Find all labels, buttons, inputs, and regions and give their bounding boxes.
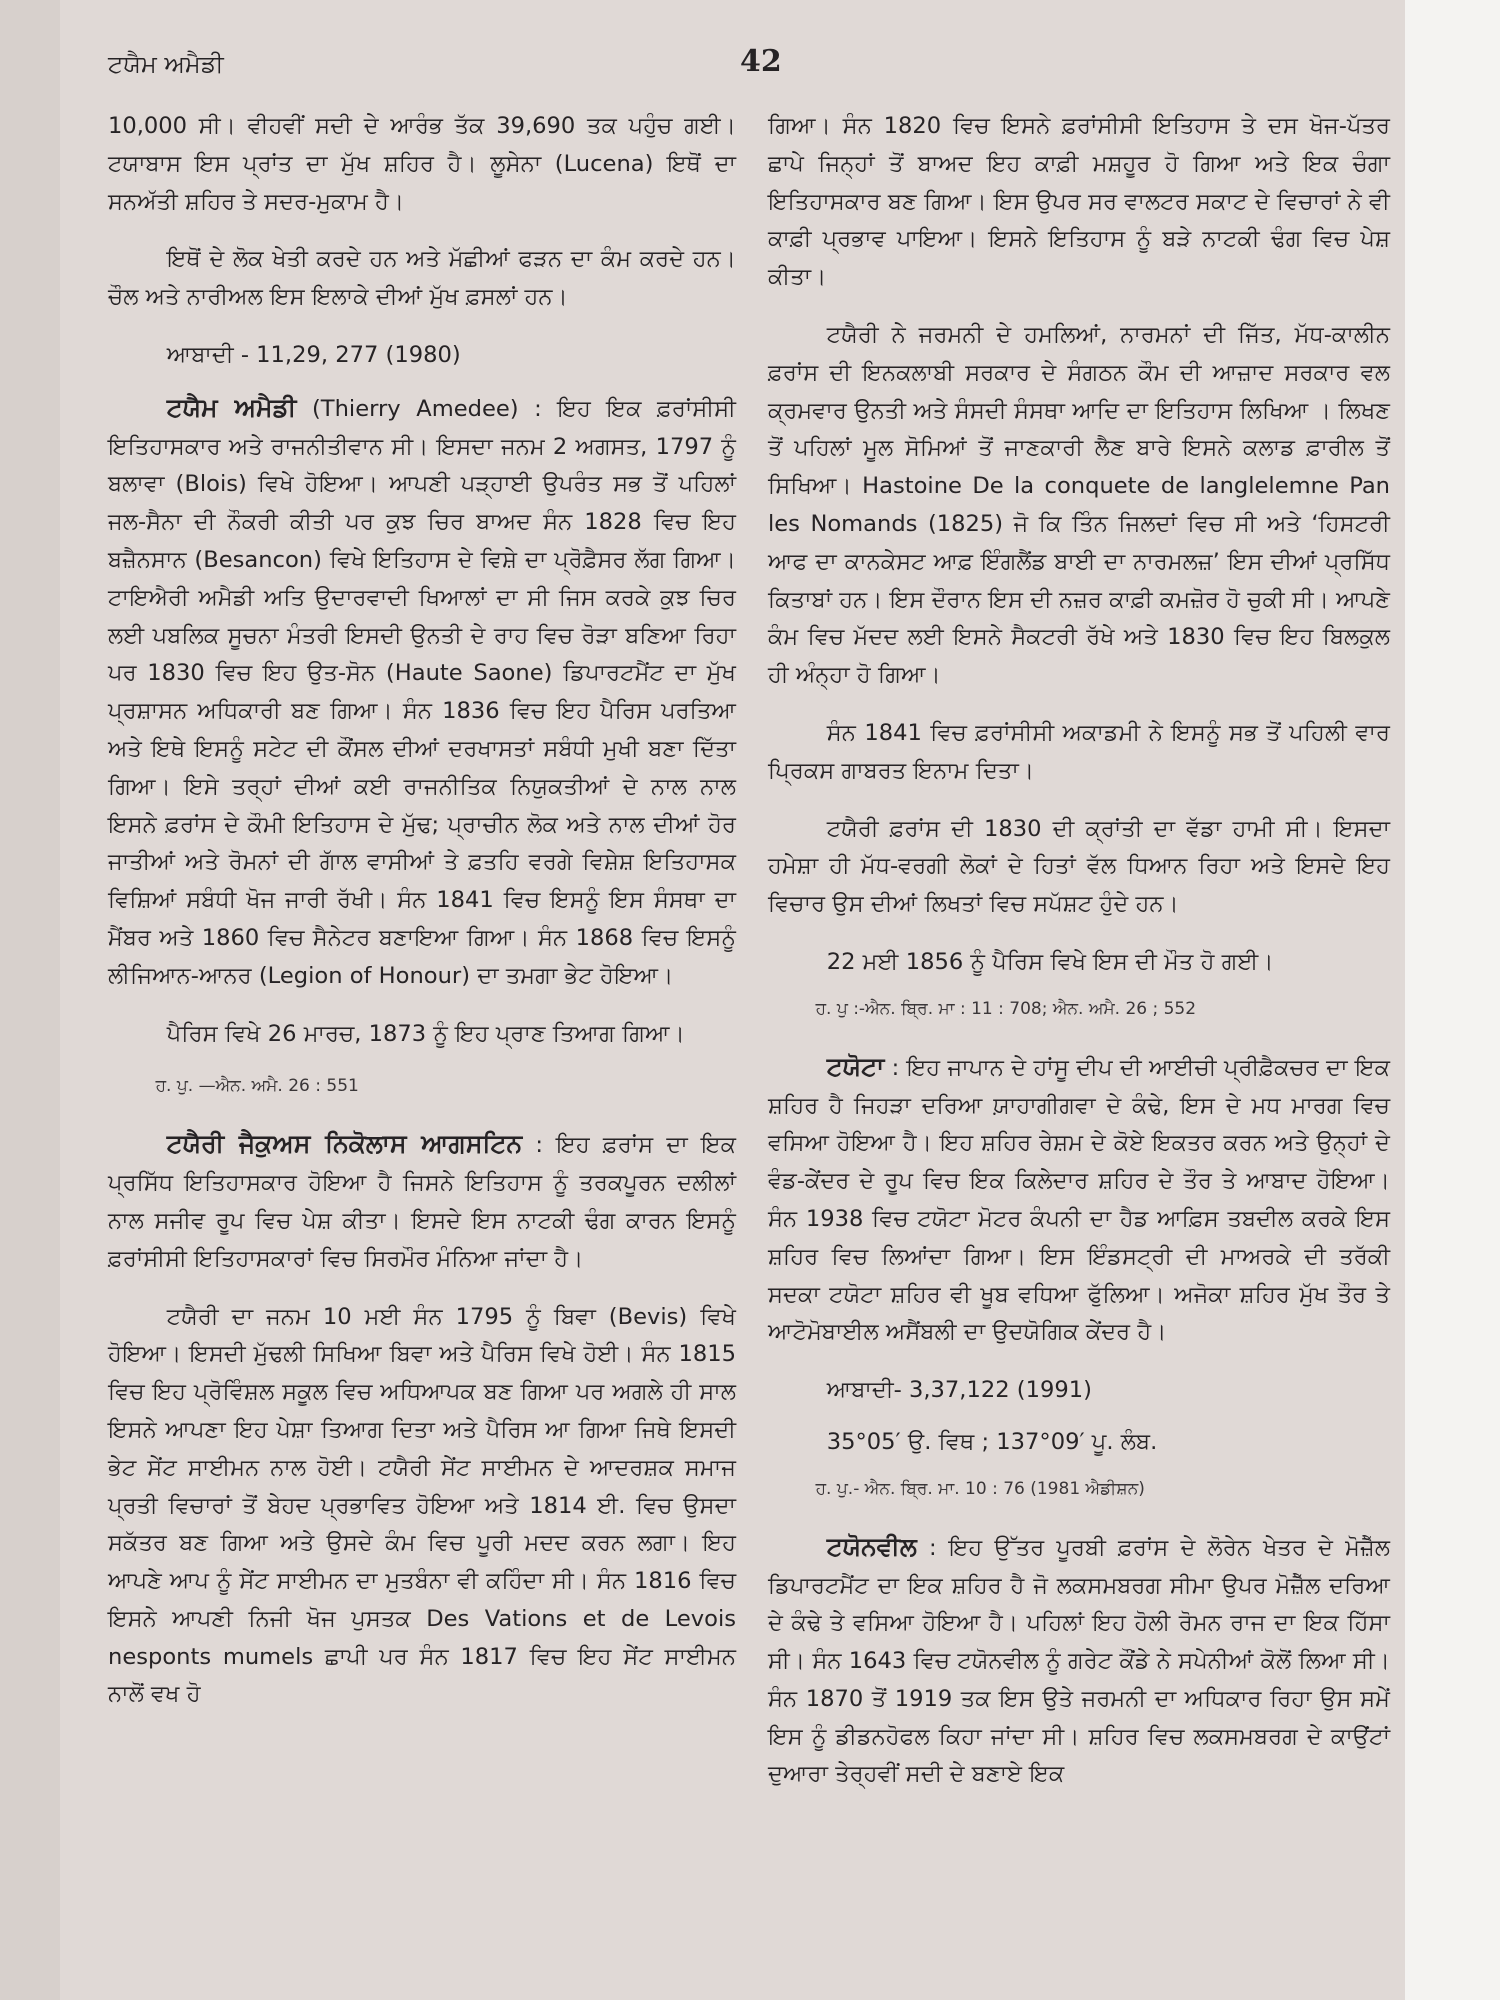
entry-headword: ਟਯੈਰੀ ਜੈਕੁਅਸ ਨਿਕੋਲਾਸ ਆਗਸਟਿਨ [166, 1129, 523, 1159]
running-head: ਟਯੈਮ ਅਮੈਡੀ [108, 50, 224, 78]
reference-line: ਹ. ਪੁ :-ਐਨ. ਬ੍ਰਿ. ਮਾ : 11 : 708; ਐਨ. ਅਮੈ. 26 ; 552 [815, 998, 1197, 1019]
paragraph: ਟਯੈਰੀ ਦਾ ਜਨਮ 10 ਮਈ ਸੰਨ 1795 ਨੂੰ ਬਿਵਾ (Bevis) ਵਿਖੇ ਹੋਇਆ। ਇਸਦੀ ਮੁੱਢਲੀ ਸਿਖਿਆ ਬਿਵਾ ਅਤੇ ਪੈਰਿਸ ਵਿਖੇ ਹੋਈ। ਸੰਨ 1815 ਵਿਚ ਇਹ ਪ੍ਰੋਵਿੰਸ਼ਲ ਸਕੂਲ ਵਿਚ ਅਧਿਆਪਕ ਬਣ ਗਿਆ ਪਰ ਅਗਲੇ ਹੀ ਸਾਲ ਇਸਨੇ ਆਪਣਾ ਇਹ ਪੇਸ਼ਾ ਤਿਆਗ ਦਿਤਾ ਅਤੇ ਪੈਰਿਸ ਆ ਗਿਆ ਜਿਥੇ ਇਸਦੀ ਭੇਟ ਸੇਂਟ ਸਾਈਮਨ ਨਾਲ ਹੋਈ। ਟਯੈਰੀ ਸੇਂਟ ਸਾਈਮਨ ਦੇ ਆਦਰਸ਼ਕ ਸਮਾਜ ਪ੍ਰਤੀ ਵਿਚਾਰਾਂ ਤੋਂ ਬੇਹਦ ਪ੍ਰਭਾਵਿਤ ਹੋਇਆ ਅਤੇ 1814 ਈ. ਵਿਚ ਉਸਦਾ ਸਕੱਤਰ ਬਣ ਗਿਆ ਅਤੇ ਉਸਦੇ ਕੰਮ ਵਿਚ ਪੂਰੀ ਮਦਦ ਕਰਨ ਲਗਾ। ਇਹ ਆਪਣੇ ਆਪ ਨੂੰ ਸੇਂਟ ਸਾਈਮਨ ਦਾ ਮੁਤਬੰਨਾ ਵੀ ਕਹਿੰਦਾ ਸੀ। ਸੰਨ 1816 ਵਿਚ ਇਸਨੇ ਆਪਣੀ ਨਿਜੀ ਖੋਜ ਪੁਸਤਕ Des Vations et de Levois nesponts mumels ਛਾਪੀ ਪਰ ਸੰਨ 1817 ਵਿਚ ਇਹ ਸੇਂਟ ਸਾਈਮਨ ਨਾਲੋਂ ਵਖ ਹੋ [108, 1303, 736, 1708]
reference-line: ਹ. ਪੁ.- ਐਨ. ਬ੍ਰਿ. ਮਾ. 10 : 76 (1981 ਐਡੀਸ਼ਨ) [815, 1478, 1145, 1499]
scan-margin [1405, 0, 1500, 2000]
entry-thierry-amedee [108, 389, 736, 996]
coordinates-line: 35°05′ ਉ. ਵਿਥ ; 137°09′ ਪੂ. ਲੰਬ. [826, 1428, 1158, 1455]
entry-headword: ਟਯੈਮ ਅਮੈਡੀ [166, 392, 297, 422]
left-column [108, 108, 736, 1734]
paragraph: ਇਥੋਂ ਦੇ ਲੋਕ ਖੇਤੀ ਕਰਦੇ ਹਨ ਅਤੇ ਮੱਛੀਆਂ ਫੜਨ ਦਾ ਕੰਮ ਕਰਦੇ ਹਨ। ਚੌਲ ਅਤੇ ਨਾਰੀਅਲ ਇਸ ਇਲਾਕੇ ਦੀਆਂ ਮੁੱਖ ਫ਼ਸਲਾਂ ਹਨ। [108, 246, 736, 311]
entry-headword: ਟਯੋਨਵੀਲ [826, 1531, 917, 1561]
entry-thierry-augustin [108, 1125, 736, 1278]
population-line: ਆਬਾਦੀ - 11,29, 277 (1980) [166, 341, 461, 368]
population-line: ਆਬਾਦੀ- 3,37,122 (1991) [826, 1377, 1092, 1404]
entry-toyota [768, 1048, 1390, 1352]
continued-paragraph: 10,000 ਸੀ। ਵੀਹਵੀਂ ਸਦੀ ਦੇ ਆਰੰਭ ਤੱਕ 39,690 ਤਕ ਪਹੁੰਚ ਗਈ। ਟਯਾਬਾਸ ਇਸ ਪ੍ਰਾਂਤ ਦਾ ਮੁੱਖ ਸ਼ਹਿਰ ਹੈ। ਲੂਸੇਨਾ (Lucena) ਇਥੋਂ ਦਾ ਸਨਅੱਤੀ ਸ਼ਹਿਰ ਤੇ ਸਦਰ-ਮੁਕਾਮ ਹੈ। [108, 113, 736, 215]
entry-text: : ਇਹ ਉੱਤਰ ਪੂਰਬੀ ਫ਼ਰਾਂਸ ਦੇ ਲੋਰੇਨ ਖੇਤਰ ਦੇ ਮੋਜ਼ੈੱਲ ਡਿਪਾਰਟਮੈਂਟ ਦਾ ਇਕ ਸ਼ਹਿਰ ਹੈ ਜੋ ਲਕਸਮਬਰਗ ਸੀਮਾ ਉਪਰ ਮੋਜ਼ੈੱਲ ਦਰਿਆ ਦੇ ਕੰਢੇ ਤੇ ਵਸਿਆ ਹੋਇਆ ਹੈ। ਪਹਿਲਾਂ ਇਹ ਹੋਲੀ ਰੋਮਨ ਰਾਜ ਦਾ ਇਕ ਹਿੱਸਾ ਸੀ। ਸੰਨ 1643 ਵਿਚ ਟਯੋਨਵੀਲ ਨੂੰ ਗਰੇਟ ਕੌਂਡੇ ਨੇ ਸਪੇਨੀਆਂ ਕੋਲੋਂ ਲਿਆ ਸੀ। ਸੰਨ 1870 ਤੋਂ 1919 ਤਕ ਇਸ ਉਤੇ ਜਰਮਨੀ ਦਾ ਅਧਿਕਾਰ ਰਿਹਾ ਉਸ ਸਮੇਂ ਇਸ ਨੂੰ ਡੀਡਨਹੋਫਲ ਕਿਹਾ ਜਾਂਦਾ ਸੀ। ਸ਼ਹਿਰ ਵਿਚ ਲਕਸਮਬਰਗ ਦੇ ਕਾਉਂਟਾਂ ਦੁਆਰਾ ਤੇਰ੍ਹਵੀਂ ਸਦੀ ਦੇ ਬਣਾਏ ਇਕ [768, 1534, 1390, 1788]
continued-paragraph: ਗਿਆ। ਸੰਨ 1820 ਵਿਚ ਇਸਨੇ ਫ਼ਰਾਂਸੀਸੀ ਇਤਿਹਾਸ ਤੇ ਦਸ ਖੋਜ-ਪੱਤਰ ਛਾਪੇ ਜਿਨ੍ਹਾਂ ਤੋਂ ਬਾਅਦ ਇਹ ਕਾਫ਼ੀ ਮਸ਼ਹੂਰ ਹੋ ਗਿਆ ਅਤੇ ਇਕ ਚੰਗਾ ਇਤਿਹਾਸਕਾਰ ਬਣ ਗਿਆ। ਇਸ ਉਪਰ ਸਰ ਵਾਲਟਰ ਸਕਾਟ ਦੇ ਵਿਚਾਰਾਂ ਨੇ ਵੀ ਕਾਫ਼ੀ ਪ੍ਰਭਾਵ ਪਾਇਆ। ਇਸਨੇ ਇਤਿਹਾਸ ਨੂੰ ਬੜੇ ਨਾਟਕੀ ਢੰਗ ਵਿਚ ਪੇਸ਼ ਕੀਤਾ। [768, 113, 1390, 291]
paragraph: ਟਯੈਰੀ ਫ਼ਰਾਂਸ ਦੀ 1830 ਦੀ ਕ੍ਰਾਂਤੀ ਦਾ ਵੱਡਾ ਹਾਮੀ ਸੀ। ਇਸਦਾ ਹਮੇਸ਼ਾ ਹੀ ਮੱਧ-ਵਰਗੀ ਲੋਕਾਂ ਦੇ ਹਿਤਾਂ ਵੱਲ ਧਿਆਨ ਰਿਹਾ ਅਤੇ ਇਸਦੇ ਇਹ ਵਿਚਾਰ ਉਸ ਦੀਆਂ ਲਿਖਤਾਂ ਵਿਚ ਸਪੱਸ਼ਟ ਹੁੰਦੇ ਹਨ। [768, 815, 1390, 918]
paragraph: ਟਯੈਰੀ ਨੇ ਜਰਮਨੀ ਦੇ ਹਮਲਿਆਂ, ਨਾਰਮਨਾਂ ਦੀ ਜਿੱਤ, ਮੱਧ-ਕਾਲੀਨ ਫ਼ਰਾਂਸ ਦੀ ਇਨਕਲਾਬੀ ਸਰਕਾਰ ਦੇ ਸੰਗਠਨ ਕੌਮ ਦੀ ਆਜ਼ਾਦ ਸਰਕਾਰ ਵਲ ਕ੍ਰਮਵਾਰ ਉਨਤੀ ਅਤੇ ਸੰਸਦੀ ਸੰਸਥਾ ਆਦਿ ਦਾ ਇਤਿਹਾਸ ਲਿਖਿਆ । ਲਿਖਣ ਤੋਂ ਪਹਿਲਾਂ ਮੂਲ ਸੋਮਿਆਂ ਤੋਂ ਜਾਣਕਾਰੀ ਲੈਣ ਬਾਰੇ ਇਸਨੇ ਕਲਾਡ ਫ਼ਾਰੀਲ ਤੋਂ ਸਿਖਿਆ। Hastoine De la conquete de langlelemne Pan les Nomands (1825) ਜੋ ਕਿ ਤਿੰਨ ਜਿਲਦਾਂ ਵਿਚ ਸੀ ਅਤੇ ‘ਹਿਸਟਰੀ ਆਫ ਦਾ ਕਾਨਕੇਸਟ ਆਫ਼ ਇੰਗਲੈਂਡ ਬਾਈ ਦਾ ਨਾਰਮਲਜ਼’ ਇਸ ਦੀਆਂ ਪ੍ਰਸਿੱਧ ਕਿਤਾਬਾਂ ਹਨ। ਇਸ ਦੌਰਾਨ ਇਸ ਦੀ ਨਜ਼ਰ ਕਾਫ਼ੀ ਕਮਜ਼ੋਰ ਹੋ ਚੁਕੀ ਸੀ। ਆਪਣੇ ਕੰਮ ਵਿਚ ਮੱਦਦ ਲਈ ਇਸਨੇ ਸੈਕਟਰੀ ਰੱਖੇ ਅਤੇ 1830 ਵਿਚ ਇਹ ਬਿਲਕੁਲ ਹੀ ਅੰਨ੍ਹਾ ਹੋ ਗਿਆ। [768, 321, 1390, 689]
entry-text: (Thierry Amedee) : ਇਹ ਇਕ ਫ਼ਰਾਂਸੀਸੀ ਇਤਿਹਾਸਕਾਰ ਅਤੇ ਰਾਜਨੀਤੀਵਾਨ ਸੀ। ਇਸਦਾ ਜਨਮ 2 ਅਗਸਤ, 1797 ਨੂੰ ਬਲਾਵਾ (Blois) ਵਿਖੇ ਹੋਇਆ। ਆਪਣੀ ਪੜ੍ਹਾਈ ਉਪਰੰਤ ਸਭ ਤੋਂ ਪਹਿਲਾਂ ਜਲ-ਸੈਨਾ ਦੀ ਨੌਕਰੀ ਕੀਤੀ ਪਰ ਕੁਝ ਚਿਰ ਬਾਅਦ ਸੰਨ 1828 ਵਿਚ ਇਹ ਬਜ਼ੈਨਸਾਨ (Besancon) ਵਿਖੇ ਇਤਿਹਾਸ ਦੇ ਵਿਸ਼ੇ ਦਾ ਪ੍ਰੋਫ਼ੈਸਰ ਲੱਗ ਗਿਆ। ਟਾਇਐਰੀ ਅਮੈਡੀ ਅਤਿ ਉਦਾਰਵਾਦੀ ਖਿਆਲਾਂ ਦਾ ਸੀ ਜਿਸ ਕਰਕੇ ਕੁਝ ਚਿਰ ਲਈ ਪਬਲਿਕ ਸੂਚਨਾ ਮੰਤਰੀ ਇਸਦੀ ਉਨਤੀ ਦੇ ਰਾਹ ਵਿਚ ਰੋੜਾ ਬਣਿਆ ਰਿਹਾ ਪਰ 1830 ਵਿਚ ਇਹ ਉਤ-ਸੋਨ (Haute Saone) ਡਿਪਾਰਟਮੈਂਟ ਦਾ ਮੁੱਖ ਪ੍ਰਸ਼ਾਸਨ ਅਧਿਕਾਰੀ ਬਣ ਗਿਆ। ਸੰਨ 1836 ਵਿਚ ਇਹ ਪੈਰਿਸ ਪਰਤਿਆ ਅਤੇ ਇਥੇ ਇਸਨੂੰ ਸਟੇਟ ਦੀ ਕੌਂਸਲ ਦੀਆਂ ਦਰਖਾਸਤਾਂ ਸਬੰਧੀ ਮੁਖੀ ਬਣਾ ਦਿੱਤਾ ਗਿਆ। ਇਸੇ ਤਰ੍ਹਾਂ ਦੀਆਂ ਕਈ ਰਾਜਨੀਤਿਕ ਨਿਯੁਕਤੀਆਂ ਦੇ ਨਾਲ ਨਾਲ ਇਸਨੇ ਫ਼ਰਾਂਸ ਦੇ ਕੌਮੀ ਇਤਿਹਾਸ ਦੇ ਮੁੱਢ; ਪ੍ਰਾਚੀਨ ਲੋਕ ਅਤੇ ਨਾਲ ਦੀਆਂ ਹੋਰ ਜਾਤੀਆਂ ਅਤੇ ਰੋਮਨਾਂ ਦੀ ਗਾੱਲ ਵਾਸੀਆਂ ਤੇ ਫ਼ਤਹਿ ਵਰਗੇ ਵਿਸ਼ੇਸ਼ ਇਤਿਹਾਸਕ ਵਿਸ਼ਿਆਂ ਸਬੰਧੀ ਖੋਜ ਜਾਰੀ ਰੱਖੀ। ਸੰਨ 1841 ਵਿਚ ਇਸਨੂੰ ਇਸ ਸੰਸਥਾ ਦਾ ਮੈਂਬਰ ਅਤੇ 1860 ਵਿਚ ਸੈਨੇਟਰ ਬਣਾਇਆ ਗਿਆ। ਸੰਨ 1868 ਵਿਚ ਇਸਨੂੰ ਲੀਜਿਆਨ-ਆਨਰ (Legion of Honour) ਦਾ ਤਮਗਾ ਭੇਟ ਹੋਇਆ। [108, 395, 736, 989]
paragraph: ਸੰਨ 1841 ਵਿਚ ਫ਼ਰਾਂਸੀਸੀ ਅਕਾਡਮੀ ਨੇ ਇਸਨੂੰ ਸਭ ਤੋਂ ਪਹਿਲੀ ਵਾਰ ਪ੍ਰਿਕਸ ਗਾਬਰਤ ਇਨਾਮ ਦਿਤਾ। [768, 719, 1390, 784]
page-edge-shadow [0, 0, 60, 2000]
entry-text: : ਇਹ ਜਾਪਾਨ ਦੇ ਹਾਂਸੂ ਦੀਪ ਦੀ ਆਈਚੀ ਪ੍ਰੀਫ਼ੈਕਚਰ ਦਾ ਇਕ ਸ਼ਹਿਰ ਹੈ ਜਿਹੜਾ ਦਰਿਆ ਯ਼ਾਹਾਗੀਗਵਾ ਦੇ ਕੰਢੇ, ਇਸ ਦੇ ਮਧ ਮਾਰਗ ਵਿਚ ਵਸਿਆ ਹੋਇਆ ਹੈ। ਇਹ ਸ਼ਹਿਰ ਰੇਸ਼ਮ ਦੇ ਕੋਏ ਇਕਤਰ ਕਰਨ ਅਤੇ ਉਨ੍ਹਾਂ ਦੇ ਵੰਡ-ਕੇਂਦਰ ਦੇ ਰੂਪ ਵਿਚ ਇਕ ਕਿਲੇਦਾਰ ਸ਼ਹਿਰ ਦੇ ਤੌਰ ਤੇ ਆਬਾਦ ਹੋਇਆ। ਸੰਨ 1938 ਵਿਚ ਟਯੋਟਾ ਮੋਟਰ ਕੰਪਨੀ ਦਾ ਹੈਡ ਆਫ਼ਿਸ ਤਬਦੀਲ ਕਰਕੇ ਇਸ ਸ਼ਹਿਰ ਵਿਚ ਲਿਆਂਦਾ ਗਿਆ। ਇਸ ਇੰਡਸਟ੍ਰੀ ਦੀ ਮਾਅਰਕੇ ਦੀ ਤਰੱਕੀ ਸਦਕਾ ਟਯੋਟਾ ਸ਼ਹਿਰ ਵੀ ਖੂਬ ਵਧਿਆ ਫੁੱਲਿਆ। ਅਜੋਕਾ ਸ਼ਹਿਰ ਮੁੱਖ ਤੌਰ ਤੇ ਆਟੋਮੋਬਾਈਲ ਅਸੈਂਬਲੀ ਦਾ ਉਦਯੋਗਿਕ ਕੇਂਦਰ ਹੈ। [768, 1054, 1390, 1346]
page-number: 42 [740, 44, 782, 79]
death-line: 22 ਮਈ 1856 ਨੂੰ ਪੈਰਿਸ ਵਿਖੇ ਇਸ ਦੀ ਮੌਤ ਹੋ ਗਈ। [826, 948, 1274, 975]
right-column [768, 108, 1390, 1814]
entry-headword: ਟਯੋਟਾ [826, 1051, 885, 1081]
reference-line: ਹ. ਪੁ. —ਐਨ. ਅਮੈ. 26 : 551 [155, 1076, 359, 1097]
entry-text: : ਇਹ ਫ਼ਰਾਂਸ ਦਾ ਇਕ ਪ੍ਰਸਿੱਧ ਇਤਿਹਾਸਕਾਰ ਹੋਇਆ ਹੈ ਜਿਸਨੇ ਇਤਿਹਾਸ ਨੂੰ ਤਰਕਪੂਰਨ ਦਲੀਲਾਂ ਨਾਲ ਸਜੀਵ ਰੂਪ ਵਿਚ ਪੇਸ਼ ਕੀਤਾ। ਇਸਦੇ ਇਸ ਨਾਟਕੀ ਢੰਗ ਕਾਰਨ ਇਸਨੂੰ ਫ਼ਰਾਂਸੀਸੀ ਇਤਿਹਾਸਕਾਰਾਂ ਵਿਚ ਸਿਰਮੌਰ ਮੰਨਿਆ ਜਾਂਦਾ ਹੈ। [108, 1132, 736, 1272]
paragraph: ਪੈਰਿਸ ਵਿਖੇ 26 ਮਾਰਚ, 1873 ਨੂੰ ਇਹ ਪ੍ਰਾਣ ਤਿਆਗ ਗਿਆ। [166, 1020, 685, 1047]
page-header [108, 44, 1388, 94]
entry-thionville [768, 1528, 1390, 1795]
